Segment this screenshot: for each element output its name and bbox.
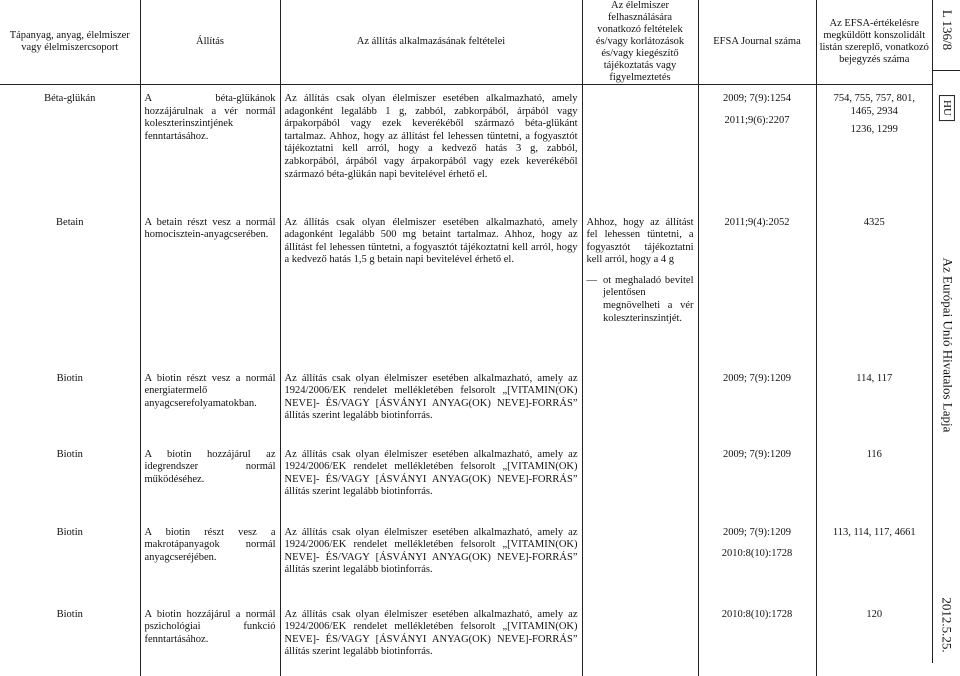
conditions-cell: Az állítás csak olyan élelmiszer esetében alkalmazható, amely az 1924/2006/EK rendelet mellékletében felsorolt „[VITAMIN(OK) NEVE]- ÉS/VAGY [ÁSVÁNYI ANYAG(OK) NEVE]-FORRÁS” állítás szerint legalább biotinforrás. <box>280 365 582 441</box>
sidebar-divider <box>933 70 960 71</box>
nutrient-cell: Béta-glükán <box>44 93 96 104</box>
entry-ref: 754, 755, 757, 801, 1465, 2934 <box>833 93 915 117</box>
restrictions-list-text: ot meghaladó bevitel jelentősen megnövelheti a vér koleszterinszintjét. <box>603 274 694 324</box>
efsa-journal-cell <box>698 601 816 676</box>
efsa-ref: 2009; 7(9):1209 <box>723 448 791 460</box>
header-entry-number: Az EFSA-értékelésre megküldött konszolidált listán szereplő, vonatkozó bejegyzés száma <box>816 0 932 85</box>
entry-ref: 114, 117 <box>856 372 893 384</box>
efsa-ref: 2011;9(4):2052 <box>724 216 790 228</box>
entry-number-cell <box>816 601 932 676</box>
efsa-journal-cell <box>698 365 816 441</box>
page-ref-box <box>933 2 960 58</box>
claim-cell: A biotin hozzájárul az idegrendszer normál működéséhez. <box>140 441 280 519</box>
efsa-ref: 2009; 7(9):1209 <box>723 526 791 538</box>
claim-cell: A biotin részt vesz a normál energiatermelő anyagcserefolyamatokban. <box>140 365 280 441</box>
entry-ref: 113, 114, 117, 4661 <box>832 526 916 538</box>
header-efsa-journal: EFSA Journal száma <box>698 0 816 85</box>
table-row <box>0 519 932 601</box>
header-conditions: Az állítás alkalmazásának feltételei <box>280 0 582 85</box>
entry-number-cell <box>816 209 932 365</box>
efsa-ref: 2009; 7(9):1209 <box>723 372 791 384</box>
table-row <box>0 601 932 676</box>
conditions-cell: Az állítás csak olyan élelmiszer esetében alkalmazható, amely az 1924/2006/EK rendelet mellékletében felsorolt „[VITAMIN(OK) NEVE]- ÉS/VAGY [ÁSVÁNYI ANYAG(OK) NEVE]-FORRÁS” állítás szerint legalább biotinforrás. <box>280 441 582 519</box>
page-reference: L 136/8 <box>940 9 956 51</box>
entry-ref: 120 <box>866 608 883 620</box>
restrictions-cell <box>582 209 698 365</box>
nutrient-cell: Biotin <box>56 372 83 384</box>
entry-number-cell <box>816 85 932 209</box>
claim-cell: A betain részt vesz a normál homocisztein-anyagcserében. <box>140 209 280 365</box>
nutrient-cell: Betain <box>56 216 84 228</box>
page-sidebar <box>932 0 960 663</box>
dash-bullet: — <box>586 274 597 286</box>
table-row <box>0 441 932 519</box>
restrictions-cell <box>582 441 698 519</box>
table-header-row <box>0 0 932 85</box>
efsa-ref: 2010:8(10):1728 <box>721 608 793 620</box>
journal-title: Az Európai Unió Hivatalos Lapja <box>940 257 956 433</box>
header-claim: Állítás <box>140 0 280 85</box>
entry-ref: 1236, 1299 <box>850 124 898 136</box>
restrictions-list-item <box>587 275 694 325</box>
conditions-cell: Az állítás csak olyan élelmiszer esetében alkalmazható, amely az 1924/2006/EK rendelet mellékletében felsorolt „[VITAMIN(OK) NEVE]- ÉS/VAGY [ÁSVÁNYI ANYAG(OK) NEVE]-FORRÁS” állítás szerint legalább biotinforrás. <box>280 519 582 601</box>
table-row <box>0 209 932 365</box>
table-row <box>0 85 932 209</box>
entry-number-cell <box>816 365 932 441</box>
language-badge: HU <box>939 95 955 121</box>
header-nutrient: Tápanyag, anyag, élelmiszer vagy élelmiszercsoport <box>0 0 140 85</box>
conditions-cell: Az állítás csak olyan élelmiszer esetében alkalmazható, amely adagonként legalább 1 g, zabból, zabkorpából, árpából vagy árpakorpából vagy ezek keverékéből származó béta-glükánt tartalmaz. Ahhoz, hogy az állítást fel lehessen tüntetni, a fogyasztót tájékoztatni kell arról, hogy a kedvező hatás 3 g, zabból, zabkorpából, árpából vagy árpakorpából vagy ezek keverékéből származó béta-glükán napi bevitelével érhető el. <box>280 85 582 209</box>
efsa-journal-cell <box>698 85 816 209</box>
entry-number-cell <box>816 519 932 601</box>
restrictions-text: Ahhoz, hogy az állítást fel lehessen tüntetni, a fogyasztót tájékoztatni kell arról, hogy a 4 g <box>586 216 694 266</box>
journal-box <box>933 210 960 480</box>
efsa-journal-cell <box>698 209 816 365</box>
efsa-ref: 2011;9(6):2207 <box>724 114 790 126</box>
efsa-ref: 2010:8(10):1728 <box>721 548 793 560</box>
entry-ref: 4325 <box>863 216 885 228</box>
restrictions-cell <box>582 365 698 441</box>
entry-ref: 116 <box>866 448 882 460</box>
conditions-cell: Az állítás csak olyan élelmiszer esetében alkalmazható, amely az 1924/2006/EK rendelet mellékletében felsorolt „[VITAMIN(OK) NEVE]- ÉS/VAGY [ÁSVÁNYI ANYAG(OK) NEVE]-FORRÁS” állítás szerint legalább biotinforrás. <box>280 601 582 676</box>
restrictions-cell <box>582 519 698 601</box>
date-box <box>933 590 960 660</box>
restrictions-cell <box>582 85 698 209</box>
efsa-journal-cell <box>698 441 816 519</box>
efsa-journal-cell <box>698 519 816 601</box>
entry-number-cell <box>816 441 932 519</box>
nutrient-cell: Biotin <box>56 608 83 620</box>
header-restrictions: Az élelmiszer felhasználására vonatkozó feltételek és/vagy korlátozások és/vagy kiegészítő tájékoztatás vagy figyelmeztetés <box>582 0 698 85</box>
restrictions-cell <box>582 601 698 676</box>
lang-box <box>933 88 960 128</box>
efsa-ref: 2009; 7(9):1254 <box>723 93 791 104</box>
publication-date: 2012.5.25. <box>940 597 955 653</box>
nutrient-cell: Biotin <box>56 526 83 538</box>
table-row <box>0 365 932 441</box>
claim-cell: A biotin részt vesz a makrotápanyagok normál anyagcseréjében. <box>140 519 280 601</box>
conditions-cell: Az állítás csak olyan élelmiszer esetében alkalmazható, amely adagonként legalább 500 mg betaint tartalmaz. Ahhoz, hogy az állítást fel lehessen tüntetni, a fogyasztót tájékoztatni kell arról, hogy a kedvező hatás 1,5 g betain napi bevitelével érhető el. <box>280 209 582 365</box>
claim-cell: A béta-glükánok hozzájárulnak a vér normál koleszterinszintjének fenntartásához. <box>140 85 280 209</box>
claim-cell: A biotin hozzájárul a normál pszichológiai funkció fenntartásához. <box>140 601 280 676</box>
nutrient-cell: Biotin <box>56 448 83 460</box>
